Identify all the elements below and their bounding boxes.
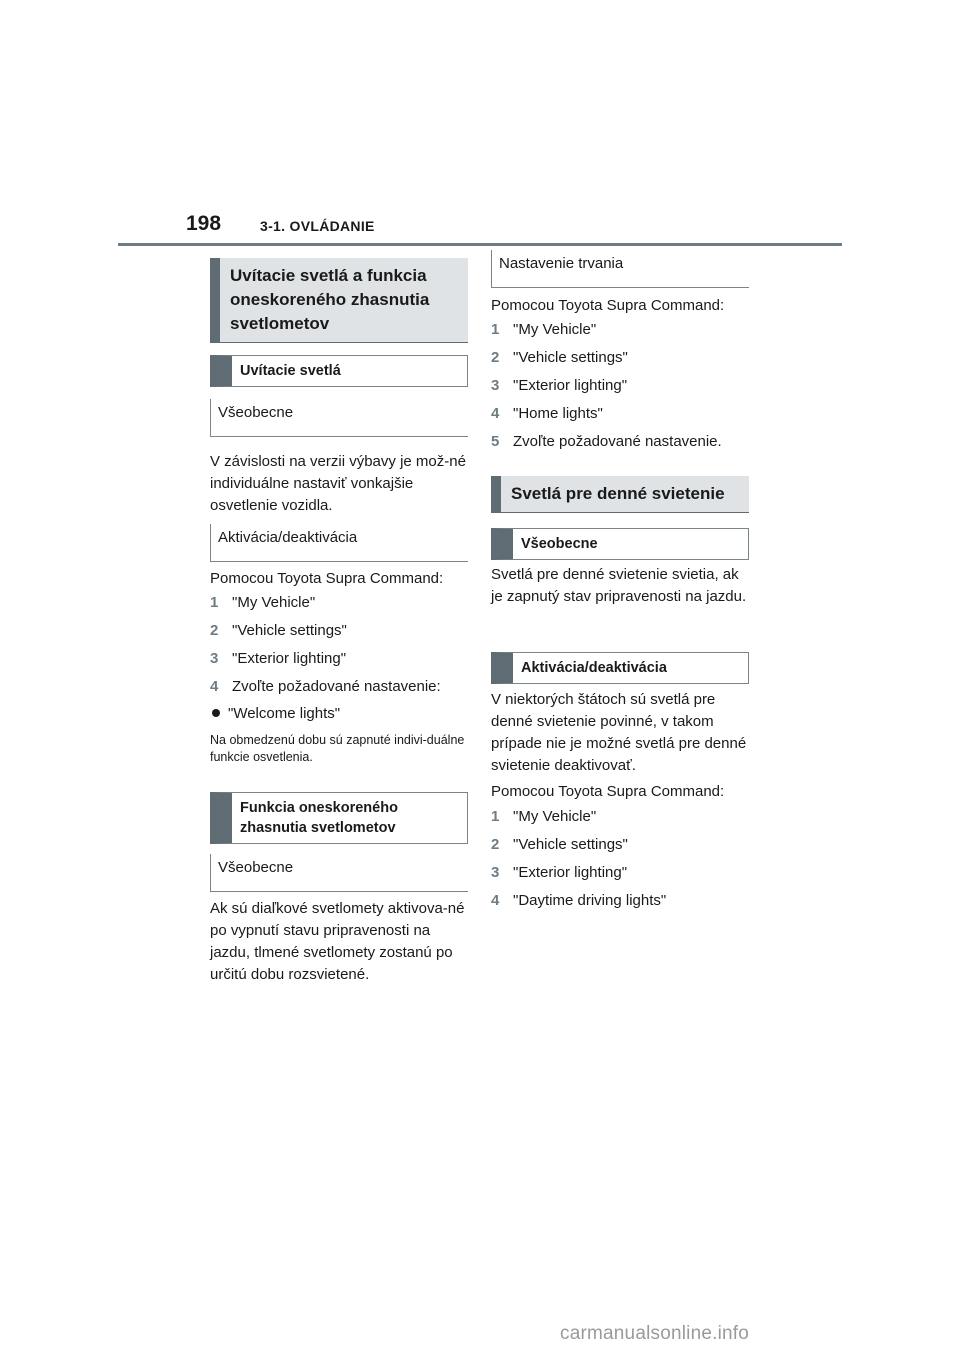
list-item <box>210 620 468 642</box>
step-text: "Vehicle settings" <box>513 349 628 366</box>
list-item <box>491 890 749 912</box>
topic-heading-activation: Aktivácia/deaktivácia <box>210 524 468 562</box>
step-number: 1 <box>210 594 219 611</box>
paragraph-command: Pomocou Toyota Supra Command: <box>491 297 725 314</box>
note-text: Na obmedzenú dobu sú zapnuté indivi-duálne funkcie osvetlenia. <box>210 733 465 764</box>
step-text: "Daytime driving lights" <box>513 892 667 909</box>
subsection-heading-activation: Aktivácia/deaktivácia <box>491 652 749 684</box>
step-number: 3 <box>210 650 219 667</box>
step-text: Zvoľte požadované nastavenie. <box>513 433 722 450</box>
list-item <box>491 319 749 341</box>
subsection-heading-welcome-lights: Uvítacie svetlá <box>210 355 468 387</box>
step-number: 5 <box>491 433 500 450</box>
chapter-title: 3-1. OVLÁDANIE <box>260 218 375 234</box>
header-rule <box>118 243 842 246</box>
paragraph-drl-activation: V niektorých štátoch sú svetlá pre denné svietenie povinné, v takom prípade nie je možné svetlá pre denné svietenie deaktivovať. <box>491 691 747 774</box>
paragraph-command: Pomocou Toyota Supra Command: <box>210 570 444 587</box>
step-number: 4 <box>210 678 219 695</box>
step-number: 2 <box>491 349 500 366</box>
step-number: 4 <box>491 892 500 909</box>
step-number: 1 <box>491 321 500 338</box>
list-item <box>491 862 749 884</box>
topic-heading-general: Všeobecne <box>210 399 468 437</box>
list-item <box>491 834 749 856</box>
subsection-heading-general: Všeobecne <box>491 528 749 560</box>
step-text: Zvoľte požadované nastavenie: <box>232 678 441 695</box>
paragraph-drl-general: Svetlá pre denné svietenie svietia, ak je zapnutý stav pripravenosti na jazdu. <box>491 566 747 605</box>
bullet-icon <box>212 709 220 717</box>
list-item <box>491 806 749 828</box>
step-text: "My Vehicle" <box>513 321 597 338</box>
step-number: 4 <box>491 405 500 422</box>
list-item <box>491 403 749 425</box>
topic-heading-duration: Nastavenie trvania <box>491 250 749 288</box>
list-item <box>491 431 749 453</box>
step-number: 2 <box>210 622 219 639</box>
step-number: 1 <box>491 808 500 825</box>
step-text: "Exterior lighting" <box>513 864 628 881</box>
step-text: "My Vehicle" <box>513 808 597 825</box>
page-number: 198 <box>186 212 222 235</box>
step-text: "Exterior lighting" <box>513 377 628 394</box>
paragraph-general: V závislosti na verzii výbavy je mož-né individuálne nastaviť vonkajšie osvetlenie vozidla. <box>210 453 466 514</box>
list-item <box>491 375 749 397</box>
step-number: 2 <box>491 836 500 853</box>
step-text: "My Vehicle" <box>232 594 316 611</box>
step-text: "Exterior lighting" <box>232 650 347 667</box>
step-text: "Vehicle settings" <box>513 836 628 853</box>
step-number: 3 <box>491 864 500 881</box>
bullet-text: "Welcome lights" <box>228 705 341 722</box>
paragraph-command-2: Pomocou Toyota Supra Command: <box>491 783 725 800</box>
subsection-heading-delay: Funkcia oneskoreného zhasnutia svetlometov <box>210 792 468 844</box>
paragraph-delay: Ak sú diaľkové svetlomety aktivova-né po vypnutí stavu pripravenosti na jazdu, tlmené svetlomety zostanú po určitú dobu rozsvietené. <box>210 900 465 983</box>
step-number: 3 <box>491 377 500 394</box>
list-item <box>210 648 468 670</box>
bullet-item <box>210 703 468 725</box>
section-heading-drl: Svetlá pre denné svietenie <box>491 476 749 513</box>
watermark-link[interactable]: carmanualsonline.info <box>560 1323 750 1344</box>
step-text: "Home lights" <box>513 405 603 422</box>
section-heading-welcome-lights: Uvítacie svetlá a funkcia oneskoreného zhasnutia svetlometov <box>210 258 468 343</box>
topic-heading-general-2: Všeobecne <box>210 854 468 892</box>
list-item <box>210 676 468 698</box>
step-text: "Vehicle settings" <box>232 622 347 639</box>
list-item <box>491 347 749 369</box>
list-item <box>210 592 468 614</box>
